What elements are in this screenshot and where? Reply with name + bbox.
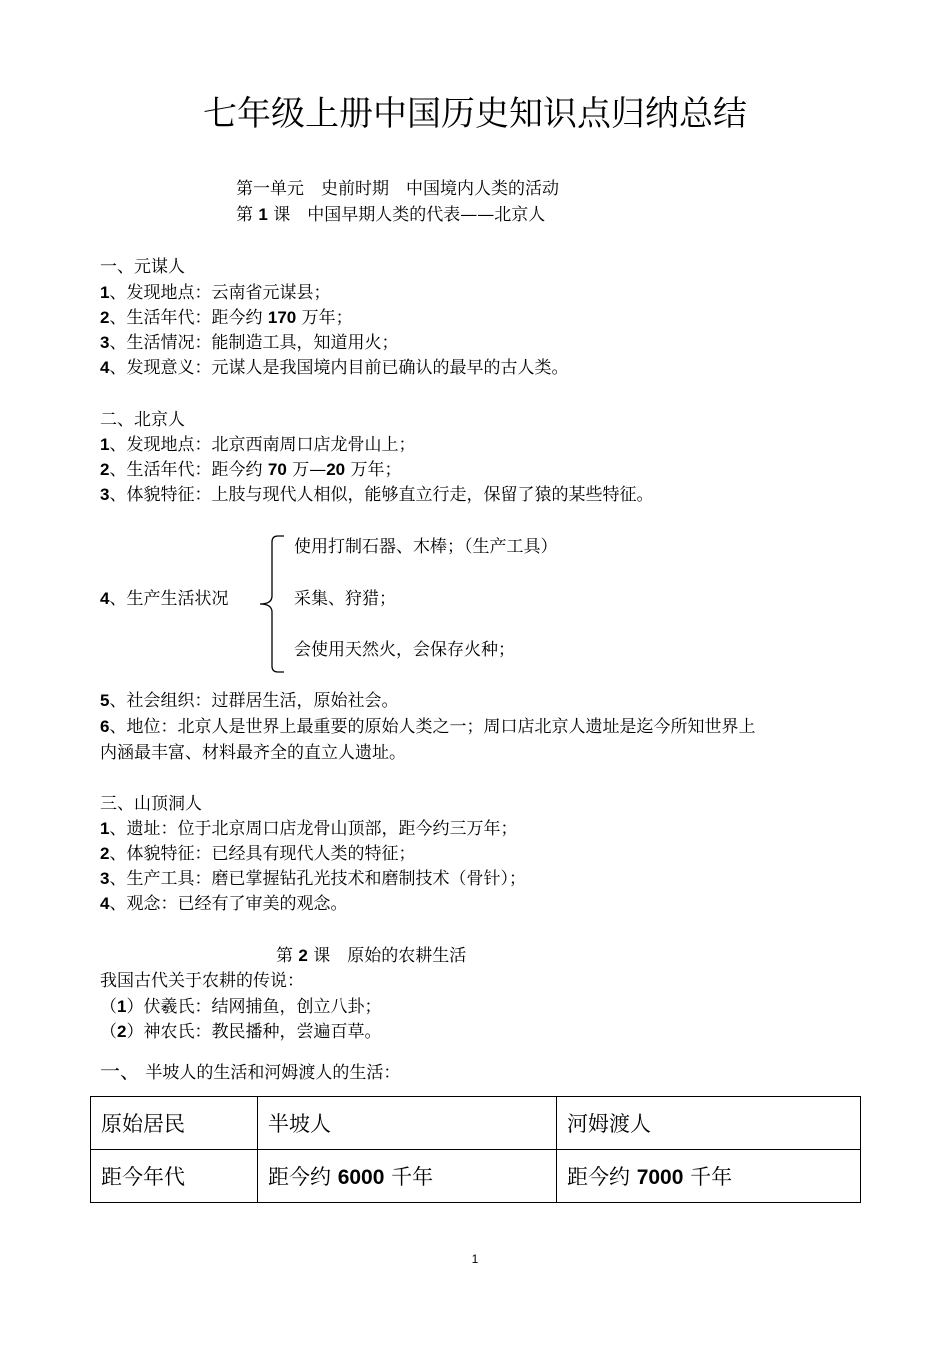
page-title: 七年级上册中国历史知识点归纳总结 bbox=[203, 94, 747, 134]
list-item: 3、生产工具：磨已掌握钻孔光技术和磨制技术（骨针）； bbox=[100, 869, 526, 889]
life-branch: 使用打制石器、木棒；（生产工具） bbox=[294, 537, 558, 557]
comparison-table bbox=[90, 1096, 861, 1203]
table-header-cell: 河姆渡人 bbox=[557, 1097, 861, 1150]
life-branch: 采集、狩猎； bbox=[294, 589, 396, 609]
table-header-cell: 原始居民 bbox=[91, 1097, 258, 1150]
list-item: 2、生活年代：距今约 170 万年； bbox=[100, 308, 353, 328]
table-row bbox=[91, 1150, 861, 1203]
table-cell: 距今约 7000 千年 bbox=[557, 1150, 861, 1203]
table-row bbox=[91, 1097, 861, 1150]
list-item: 1、发现地点：云南省元谋县； bbox=[100, 283, 331, 303]
beijing-heading: 二、北京人 bbox=[100, 410, 185, 430]
curly-brace bbox=[258, 534, 286, 674]
list-item: 3、体貌特征：上肢与现代人相似，能够直立行走，保留了猿的某些特征。 bbox=[100, 485, 654, 505]
life-branch: 会使用天然火，会保存火种； bbox=[294, 640, 515, 660]
page-number: 1 bbox=[471, 1252, 479, 1266]
list-item: 2、生活年代：距今约 70 万—20 万年； bbox=[100, 460, 402, 480]
yuanmou-heading: 一、元谋人 bbox=[100, 257, 185, 277]
list-item-continued: 内涵最丰富、材料最齐全的直立人遗址。 bbox=[100, 743, 406, 763]
list-item: 5、社会组织：过群居生活，原始社会。 bbox=[100, 691, 399, 711]
shanding-heading: 三、山顶洞人 bbox=[100, 794, 202, 814]
table-cell: 距今年代 bbox=[91, 1150, 258, 1203]
list-item: 1、遗址：位于北京周口店龙骨山顶部，距今约三万年； bbox=[100, 819, 518, 839]
list-item: 3、生活情况：能制造工具，知道用火； bbox=[100, 333, 399, 353]
list-item: 6、地位：北京人是世界上最重要的原始人类之一；周口店北京人遗址是迄今所知世界上 bbox=[100, 717, 756, 737]
list-item: 2、体貌特征：已经具有现代人类的特征； bbox=[100, 844, 416, 864]
lesson1-heading: 第 1 课 中国早期人类的代表——北京人 bbox=[236, 205, 546, 225]
section-heading: 一、 半坡人的生活和河姆渡人的生活： bbox=[100, 1059, 401, 1083]
legend-intro: 我国古代关于农耕的传说： bbox=[100, 971, 304, 991]
list-item: 1、发现地点：北京西南周口店龙骨山上； bbox=[100, 435, 416, 455]
list-item: （1）伏羲氏：结网捕鱼，创立八卦； bbox=[100, 997, 382, 1017]
list-item: 4、观念：已经有了审美的观念。 bbox=[100, 894, 348, 914]
lesson2-heading: 第 2 课 原始的农耕生活 bbox=[276, 946, 467, 966]
list-item: 4、发现意义：元谋人是我国境内目前已确认的最早的古人类。 bbox=[100, 358, 569, 378]
table-cell: 距今约 6000 千年 bbox=[258, 1150, 557, 1203]
unit-heading: 第一单元 史前时期 中国境内人类的活动 bbox=[236, 179, 559, 199]
life-label: 4、生产生活状况 bbox=[100, 589, 229, 609]
list-item: （2）神农氏：教民播种，尝遍百草。 bbox=[100, 1022, 382, 1042]
table-header-cell: 半坡人 bbox=[258, 1097, 557, 1150]
